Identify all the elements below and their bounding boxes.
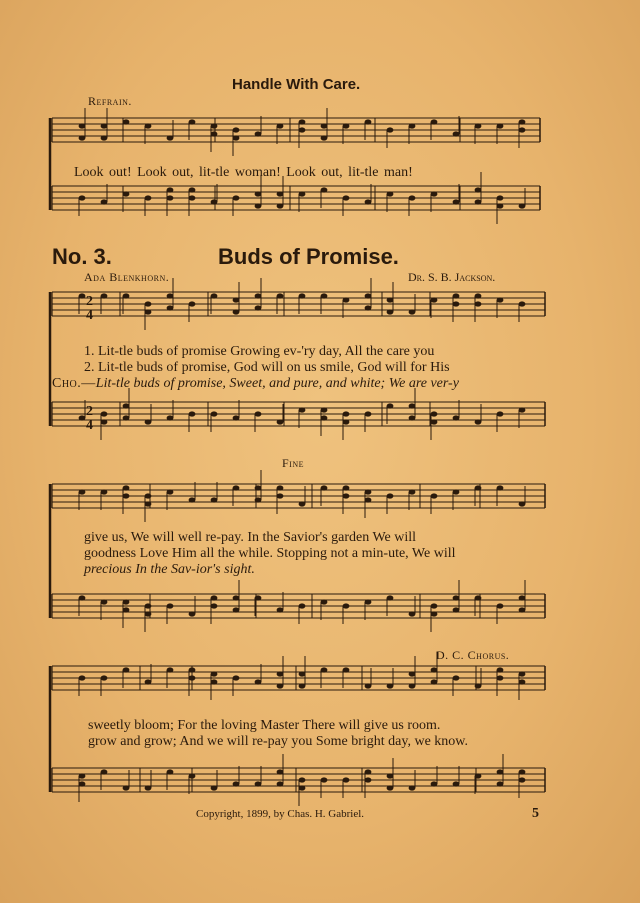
note-head [321, 187, 328, 192]
note-head [475, 595, 482, 600]
note-head [233, 675, 240, 680]
note-head [365, 497, 372, 502]
note-head [431, 781, 438, 786]
note-head [299, 501, 306, 506]
note-head [387, 127, 394, 132]
refrain-title: Handle With Care. [232, 76, 361, 93]
note-head [233, 309, 240, 314]
note-head [519, 301, 526, 306]
note-head [123, 119, 130, 124]
note-head [343, 411, 350, 416]
note-head [431, 603, 438, 608]
note-head [233, 127, 240, 132]
note-head [101, 489, 108, 494]
note-head [431, 419, 438, 424]
note-head [343, 123, 350, 128]
note-head [431, 611, 438, 616]
note-head [233, 485, 240, 490]
note-head [409, 403, 416, 408]
dc-chorus-marker: D. C. Chorus. [436, 648, 510, 662]
note-head [453, 675, 460, 680]
note-head [475, 199, 482, 204]
note-head [79, 415, 86, 420]
note-head [167, 769, 174, 774]
note-head [409, 123, 416, 128]
note-head [211, 671, 218, 676]
note-head [255, 293, 262, 298]
note-head [365, 199, 372, 204]
note-head [79, 135, 86, 140]
note-head [233, 607, 240, 612]
note-head [79, 195, 86, 200]
note-head [431, 411, 438, 416]
note-head [189, 195, 196, 200]
note-head [321, 777, 328, 782]
note-head [497, 667, 504, 672]
note-head [101, 599, 108, 604]
note-head [233, 595, 240, 600]
note-head [167, 667, 174, 672]
note-head [79, 781, 86, 786]
note-head [233, 195, 240, 200]
note-head [299, 683, 306, 688]
note-head [343, 667, 350, 672]
note-head [431, 493, 438, 498]
note-head [79, 489, 86, 494]
note-head [299, 785, 306, 790]
note-head [123, 785, 130, 790]
note-head [277, 769, 284, 774]
note-head [453, 489, 460, 494]
hymn-title: Buds of Promise. [218, 244, 399, 269]
note-head [101, 769, 108, 774]
note-head [189, 411, 196, 416]
note-head [321, 135, 328, 140]
verse1-line1: 1. Lit-tle buds of promise Growing ev-'ry day, All the care you [84, 344, 435, 359]
note-head [101, 419, 108, 424]
note-head [123, 493, 130, 498]
note-head [519, 203, 526, 208]
note-head [167, 305, 174, 310]
note-head [299, 127, 306, 132]
hymn-author: Ada Blenkhorn. [84, 270, 170, 284]
note-head [387, 297, 394, 302]
note-head [387, 403, 394, 408]
note-head [277, 485, 284, 490]
note-head [189, 611, 196, 616]
note-head [79, 293, 86, 298]
note-head [365, 411, 372, 416]
note-head [299, 191, 306, 196]
note-head [299, 671, 306, 676]
note-head [189, 119, 196, 124]
note-head [321, 485, 328, 490]
note-head [255, 411, 262, 416]
note-head [255, 595, 262, 600]
note-head [387, 683, 394, 688]
note-head [387, 773, 394, 778]
note-head [145, 493, 152, 498]
note-head [431, 667, 438, 672]
note-head [101, 135, 108, 140]
note-head [167, 415, 174, 420]
verse1-line2: give us, We will well re-pay. In the Savior's garden We will [84, 530, 417, 545]
note-head [101, 411, 108, 416]
chorus-line1 [52, 376, 459, 392]
note-head [497, 123, 504, 128]
note-head [519, 119, 526, 124]
note-head [145, 123, 152, 128]
time-sig-bass-top: 2 [86, 404, 93, 419]
note-head [123, 607, 130, 612]
note-head [123, 667, 130, 672]
note-head [453, 199, 460, 204]
note-head [277, 607, 284, 612]
note-head [255, 497, 262, 502]
note-head [475, 293, 482, 298]
note-head [431, 297, 438, 302]
note-head [211, 123, 218, 128]
note-head [497, 769, 504, 774]
chorus-line2: precious In the Sav-ior's sight. [84, 562, 255, 577]
note-head [365, 305, 372, 310]
note-head [409, 489, 416, 494]
note-head [211, 679, 218, 684]
note-head [453, 415, 460, 420]
note-head [211, 411, 218, 416]
note-head [101, 675, 108, 680]
note-head [321, 123, 328, 128]
note-head [475, 683, 482, 688]
note-head [299, 603, 306, 608]
verse2-line2: goodness Love Him all the while. Stopping not a min-ute, We will [84, 546, 456, 561]
note-head [123, 415, 130, 420]
verse2-line3: grow and grow; And we will re-pay you Some bright day, we know. [88, 734, 469, 749]
note-head [145, 679, 152, 684]
note-head [79, 595, 86, 600]
note-head [189, 773, 196, 778]
note-head [519, 607, 526, 612]
note-head [123, 191, 130, 196]
note-head [343, 195, 350, 200]
note-head [453, 781, 460, 786]
note-head [277, 781, 284, 786]
note-head [343, 493, 350, 498]
note-head [299, 119, 306, 124]
note-head [409, 195, 416, 200]
note-head [519, 769, 526, 774]
hymn-composer: Dr. S. B. Jackson. [408, 270, 496, 284]
note-head [277, 123, 284, 128]
note-head [255, 679, 262, 684]
note-head [211, 131, 218, 136]
copyright: Copyright, 1899, by Chas. H. Gabriel. [196, 808, 365, 820]
note-head [475, 485, 482, 490]
note-head [255, 191, 262, 196]
note-head [79, 675, 86, 680]
note-head [519, 777, 526, 782]
note-head [475, 773, 482, 778]
note-head [431, 191, 438, 196]
note-head [255, 131, 262, 136]
note-head [365, 599, 372, 604]
note-head [453, 607, 460, 612]
note-head [321, 599, 328, 604]
note-head [321, 415, 328, 420]
note-head [519, 501, 526, 506]
note-head [189, 301, 196, 306]
verse2-line1: 2. Lit-tle buds of promise, God will on us smile, God will for His [84, 360, 450, 375]
note-head [255, 485, 262, 490]
note-head [233, 135, 240, 140]
note-head [365, 769, 372, 774]
fine-marker: Fine [282, 456, 305, 470]
note-head [189, 675, 196, 680]
note-head [519, 595, 526, 600]
note-head [299, 407, 306, 412]
refrain-label: Refrain. [88, 94, 132, 108]
note-head [233, 781, 240, 786]
note-head [343, 419, 350, 424]
note-head [453, 131, 460, 136]
note-head [167, 135, 174, 140]
note-head [475, 123, 482, 128]
note-head [365, 293, 372, 298]
note-head [453, 293, 460, 298]
note-head [277, 293, 284, 298]
note-head [101, 293, 108, 298]
page-number: 5 [532, 806, 539, 821]
note-head [277, 683, 284, 688]
note-head [343, 603, 350, 608]
note-head [453, 301, 460, 306]
note-head [189, 187, 196, 192]
note-head [79, 123, 86, 128]
note-head [167, 195, 174, 200]
note-head [255, 203, 262, 208]
note-head [365, 683, 372, 688]
note-head [145, 785, 152, 790]
note-head [497, 781, 504, 786]
note-head [167, 293, 174, 298]
time-sig-treble-top: 2 [86, 294, 93, 309]
note-head [167, 489, 174, 494]
note-head [475, 419, 482, 424]
note-head [365, 777, 372, 782]
note-head [321, 407, 328, 412]
note-head [211, 199, 218, 204]
note-head [497, 411, 504, 416]
note-head [431, 679, 438, 684]
note-head [475, 187, 482, 192]
note-head [497, 603, 504, 608]
note-head [365, 489, 372, 494]
chorus-label: Cho.— [52, 376, 96, 391]
note-head [123, 485, 130, 490]
note-head [145, 611, 152, 616]
note-head [519, 671, 526, 676]
note-head [519, 127, 526, 132]
note-head [497, 675, 504, 680]
note-head [387, 785, 394, 790]
note-head [299, 293, 306, 298]
note-head [497, 297, 504, 302]
note-head [255, 305, 262, 310]
note-head [277, 493, 284, 498]
note-head [167, 187, 174, 192]
note-head [475, 301, 482, 306]
note-head [277, 203, 284, 208]
note-head [145, 195, 152, 200]
note-head [277, 419, 284, 424]
note-head [145, 309, 152, 314]
hymn-number: No. 3. [52, 244, 112, 269]
note-head [299, 777, 306, 782]
note-head [409, 611, 416, 616]
note-head [167, 603, 174, 608]
note-head [145, 501, 152, 506]
note-head [343, 777, 350, 782]
note-head [255, 781, 262, 786]
note-head [211, 293, 218, 298]
time-sig-bass-bottom: 4 [86, 418, 93, 433]
note-head [211, 603, 218, 608]
note-head [145, 419, 152, 424]
time-sig-treble-bottom: 4 [86, 308, 93, 323]
note-head [409, 671, 416, 676]
note-head [123, 293, 130, 298]
note-head [123, 403, 130, 408]
note-head [409, 785, 416, 790]
note-head [343, 485, 350, 490]
note-head [145, 603, 152, 608]
note-head [277, 671, 284, 676]
note-head [519, 407, 526, 412]
note-head [189, 497, 196, 502]
note-head [101, 199, 108, 204]
refrain-lyric: Look out! Look out, lit-tle woman! Look out, lit-tle man! [74, 165, 413, 180]
note-head [431, 119, 438, 124]
note-head [453, 595, 460, 600]
note-head [409, 683, 416, 688]
note-head [321, 667, 328, 672]
note-head [189, 667, 196, 672]
note-head [409, 309, 416, 314]
note-head [79, 773, 86, 778]
note-head [519, 679, 526, 684]
note-head [145, 301, 152, 306]
note-head [211, 595, 218, 600]
note-head [497, 485, 504, 490]
note-head [211, 497, 218, 502]
note-head [387, 595, 394, 600]
note-head [343, 297, 350, 302]
note-head [321, 293, 328, 298]
note-head [387, 191, 394, 196]
note-head [365, 119, 372, 124]
note-head [409, 415, 416, 420]
chorus-text-1: Lit-tle buds of promise, Sweet, and pure, and white; We are ver-y [95, 376, 459, 391]
note-head [387, 493, 394, 498]
note-head [387, 309, 394, 314]
note-head [233, 297, 240, 302]
note-head [233, 415, 240, 420]
note-head [123, 599, 130, 604]
note-head [497, 203, 504, 208]
verse1-line3: sweetly bloom; For the loving Master There will give us room. [88, 718, 441, 733]
note-head [211, 785, 218, 790]
note-head [101, 123, 108, 128]
note-head [497, 195, 504, 200]
note-head [277, 191, 284, 196]
